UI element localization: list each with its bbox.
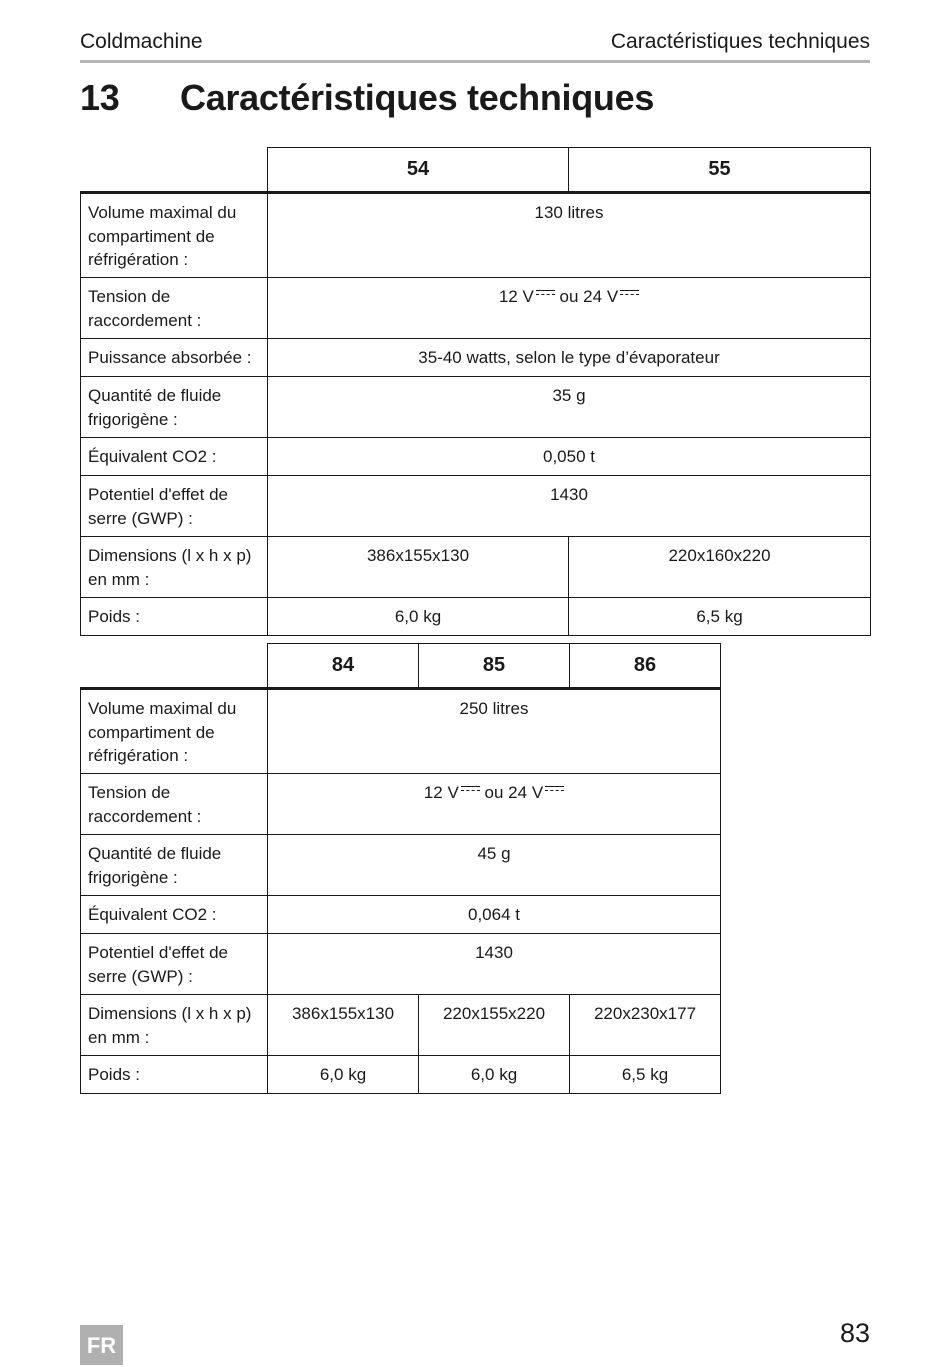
value-dimensions-54: 386x155x130 — [268, 537, 569, 598]
value-puissance: 35-40 watts, selon le type d’évaporateur — [268, 339, 871, 377]
value-poids-85: 6,0 kg — [419, 1056, 570, 1094]
model-header-54: 54 — [268, 148, 569, 193]
row-label-volume: Volume maximal du compartiment de réfrigération : — [81, 193, 268, 278]
value-fluide: 35 g — [268, 377, 871, 438]
dc-current-icon — [536, 290, 555, 300]
table-row — [81, 774, 721, 835]
running-header-right: Caractéristiques techniques — [610, 30, 870, 53]
value-volume: 130 litres — [268, 193, 871, 278]
table-row — [81, 377, 871, 438]
value-co2: 0,050 t — [268, 438, 871, 476]
table-row — [81, 835, 721, 896]
value-poids-55: 6,5 kg — [569, 598, 871, 636]
value-volume: 250 litres — [268, 689, 721, 774]
table-header-row — [81, 644, 721, 689]
value-dimensions-85: 220x155x220 — [419, 995, 570, 1056]
row-label-gwp: Potentiel d'effet de serre (GWP) : — [81, 476, 268, 537]
page-number: 83 — [839, 1318, 870, 1348]
model-header-85: 85 — [419, 644, 570, 689]
row-label-tension: Tension de raccordement : — [81, 278, 268, 339]
row-label-tension: Tension de raccordement : — [81, 774, 268, 835]
value-dimensions-55: 220x160x220 — [569, 537, 871, 598]
table-row — [81, 1056, 721, 1094]
header-divider — [80, 60, 870, 63]
row-label-poids: Poids : — [81, 598, 268, 636]
voltage-a: 12 V — [423, 783, 459, 802]
row-label-puissance: Puissance absorbée : — [81, 339, 268, 377]
row-label-poids: Poids : — [81, 1056, 268, 1094]
empty-header-cell — [81, 644, 268, 689]
language-badge: FR — [80, 1325, 123, 1365]
value-tension — [268, 774, 721, 835]
table-row — [81, 896, 721, 934]
dc-current-icon — [545, 786, 564, 796]
voltage-a: 12 V — [498, 287, 534, 306]
specs-table-84-85-86 — [80, 643, 721, 1094]
value-gwp: 1430 — [268, 934, 721, 995]
row-label-fluide: Quantité de fluide frigorigène : — [81, 835, 268, 896]
row-label-co2: Équivalent CO2 : — [81, 438, 268, 476]
table-row — [81, 438, 871, 476]
table-row — [81, 339, 871, 377]
value-poids-86: 6,5 kg — [570, 1056, 721, 1094]
model-header-84: 84 — [268, 644, 419, 689]
value-poids-84: 6,0 kg — [268, 1056, 419, 1094]
table-header-row — [81, 148, 871, 193]
table-row — [81, 278, 871, 339]
value-tension — [268, 278, 871, 339]
table-row — [81, 476, 871, 537]
row-label-fluide: Quantité de fluide frigorigène : — [81, 377, 268, 438]
chapter-number: 13 — [80, 77, 120, 118]
value-co2: 0,064 t — [268, 896, 721, 934]
value-dimensions-86: 220x230x177 — [570, 995, 721, 1056]
table-row — [81, 193, 871, 278]
dc-current-icon — [620, 290, 639, 300]
row-label-dimensions: Dimensions (l x h x p) en mm : — [81, 995, 268, 1056]
value-dimensions-84: 386x155x130 — [268, 995, 419, 1056]
model-header-55: 55 — [569, 148, 871, 193]
voltage-b: ou 24 V — [479, 783, 544, 802]
table-row — [81, 689, 721, 774]
row-label-co2: Équivalent CO2 : — [81, 896, 268, 934]
chapter-title: Caractéristiques techniques — [180, 77, 655, 118]
table-row — [81, 537, 871, 598]
row-label-dimensions: Dimensions (l x h x p) en mm : — [81, 537, 268, 598]
dc-current-icon — [461, 786, 480, 796]
table-row — [81, 995, 721, 1056]
empty-header-cell — [81, 148, 268, 193]
value-fluide: 45 g — [268, 835, 721, 896]
model-header-86: 86 — [570, 644, 721, 689]
voltage-b: ou 24 V — [554, 287, 619, 306]
row-label-gwp: Potentiel d'effet de serre (GWP) : — [81, 934, 268, 995]
table-row — [81, 934, 721, 995]
value-gwp: 1430 — [268, 476, 871, 537]
running-header-left: Coldmachine — [80, 30, 203, 53]
value-poids-54: 6,0 kg — [268, 598, 569, 636]
table-row — [81, 598, 871, 636]
row-label-volume: Volume maximal du compartiment de réfrigération : — [81, 689, 268, 774]
specs-table-54-55 — [80, 147, 871, 636]
